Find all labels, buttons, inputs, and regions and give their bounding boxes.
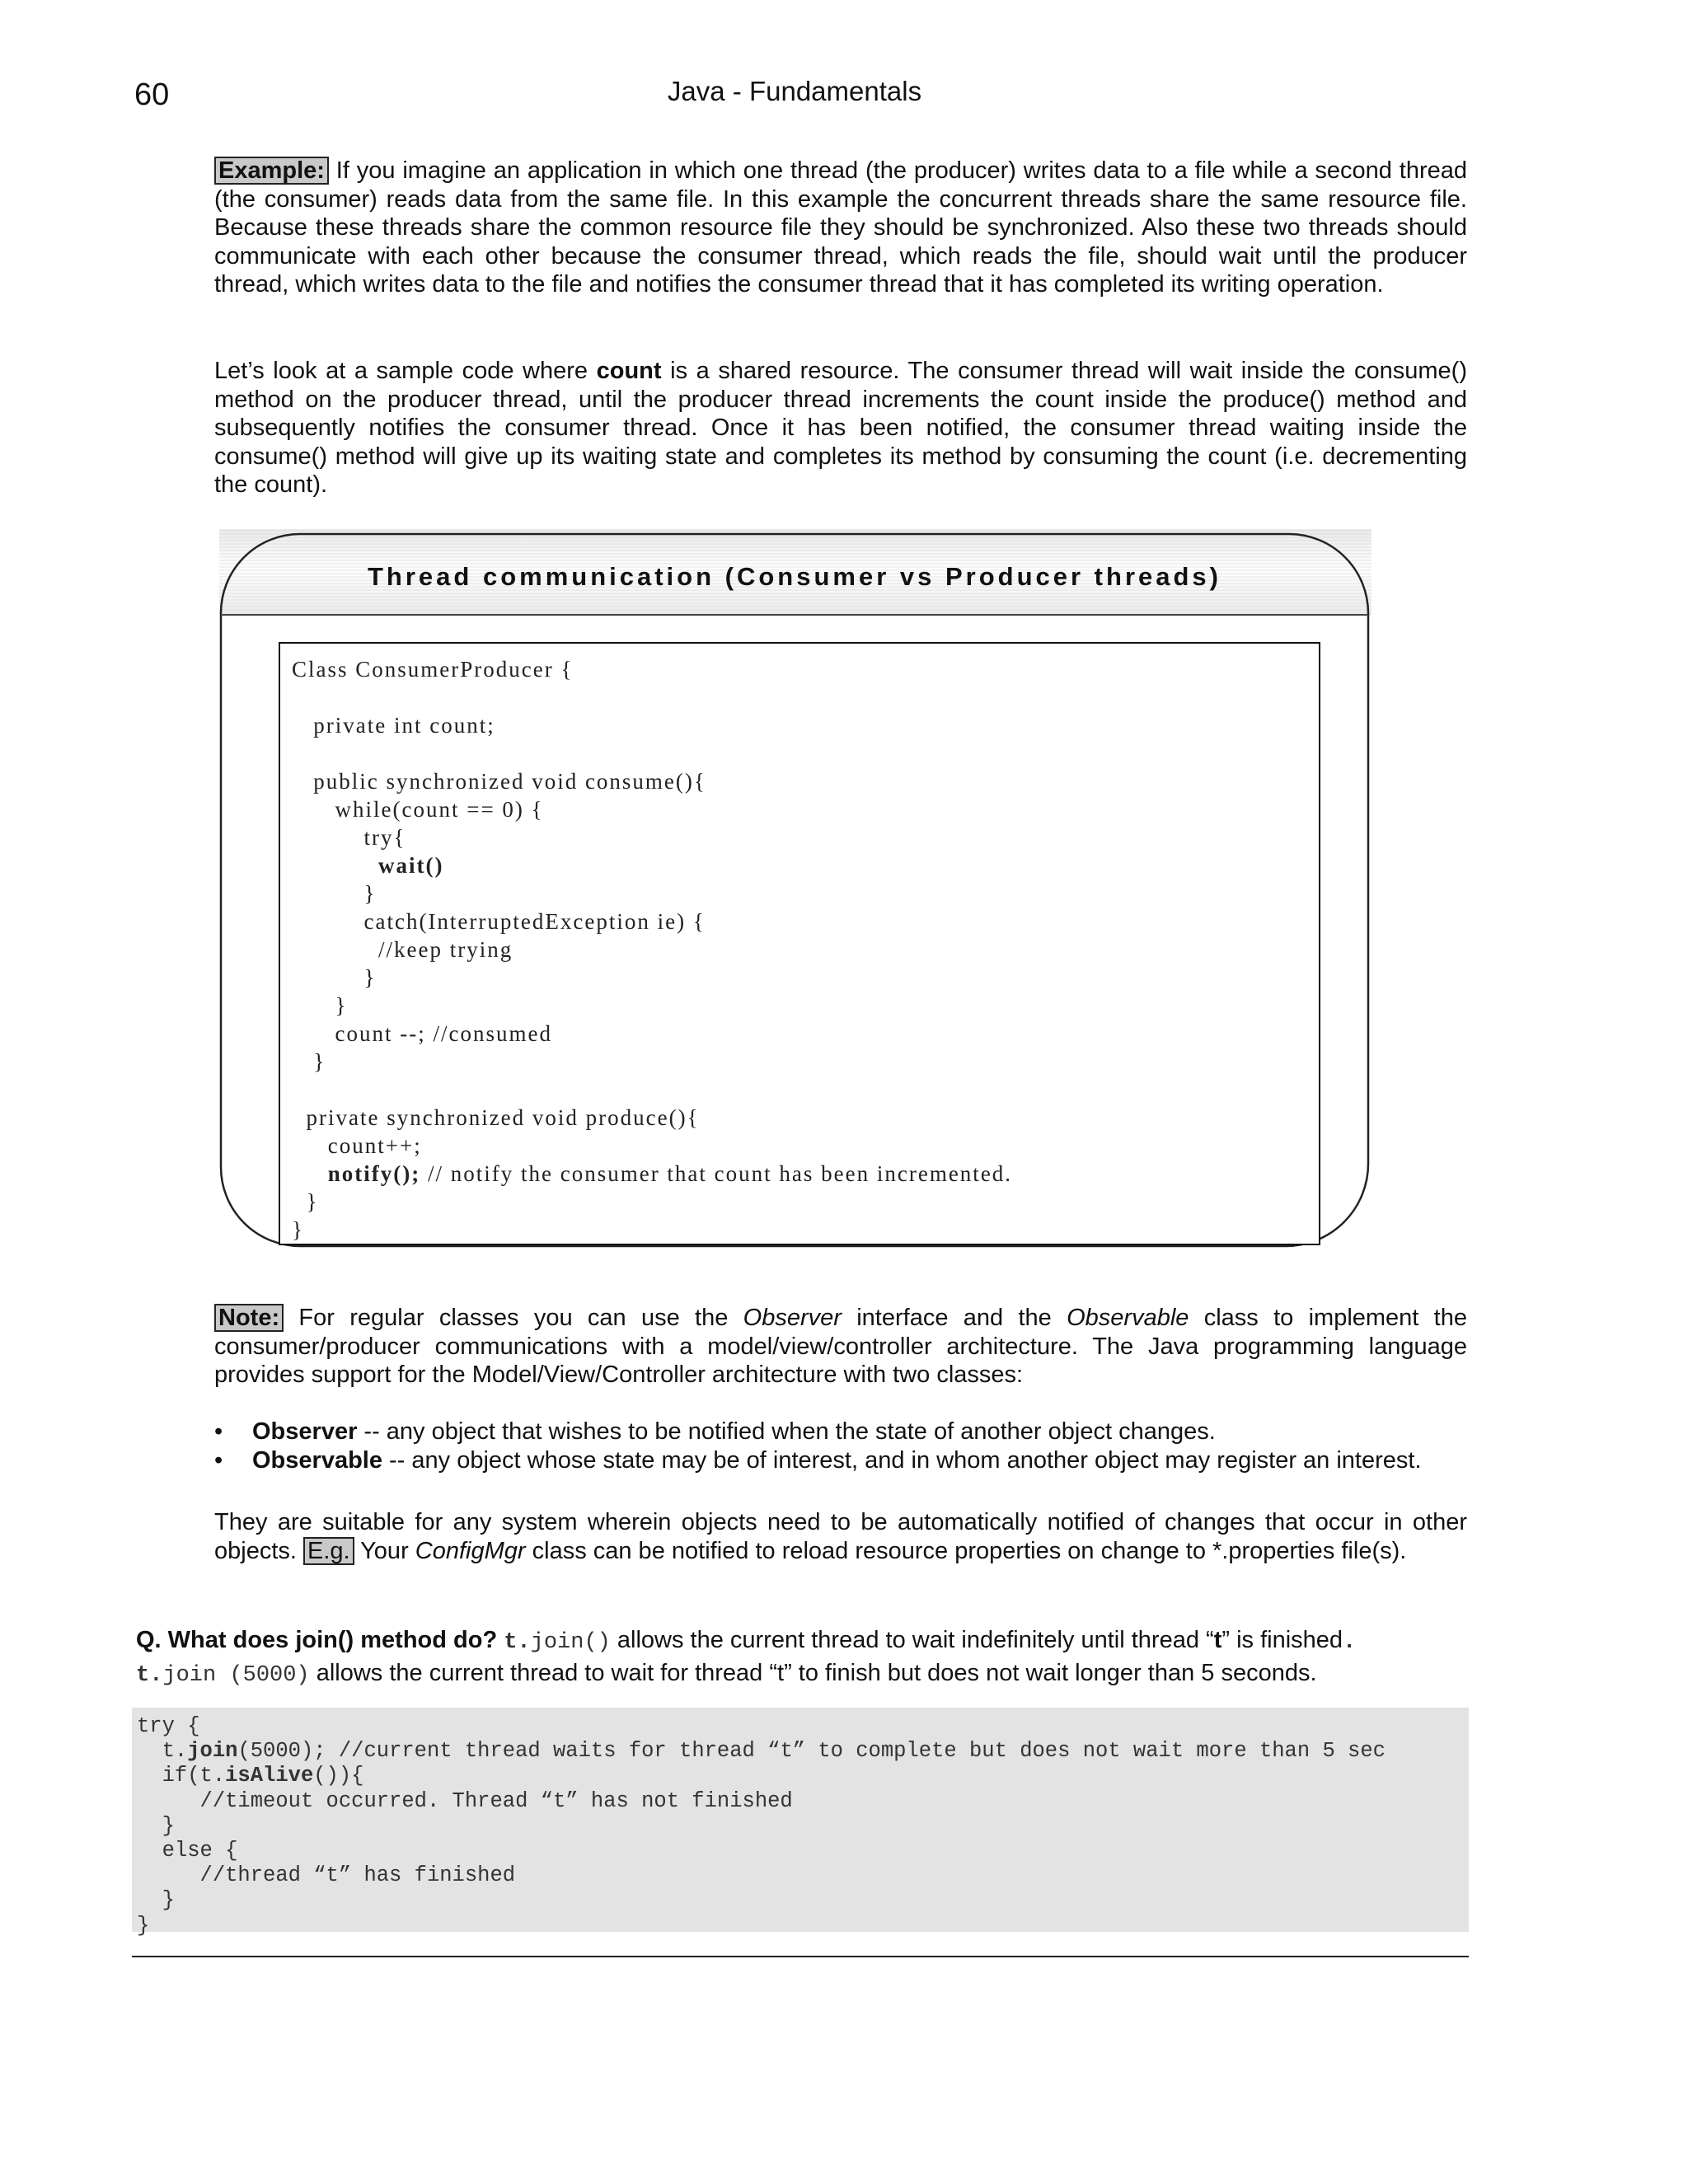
bullet-text: -- any object whose state may be of interest, and in whom another object may register an interest. bbox=[382, 1447, 1422, 1474]
note-label: Note: bbox=[214, 1304, 284, 1332]
list-item bbox=[214, 1446, 1500, 1475]
code-line: public synchronized void consume(){ bbox=[292, 769, 706, 794]
code-line: count --; //consumed bbox=[292, 1021, 552, 1046]
running-title: Java - Fundamentals bbox=[667, 76, 922, 106]
code-line: while(count == 0) { bbox=[292, 797, 544, 822]
observer-bullet-list bbox=[214, 1418, 1500, 1475]
code-line: private int count; bbox=[292, 713, 495, 738]
configmgr-italic: ConfigMgr bbox=[415, 1538, 526, 1564]
note-text: class to implement the consumer/producer communications with a model/view/controller architecture. The Java programming language provides support for the Model/View/Controller architecture with two classes: bbox=[214, 1305, 1467, 1389]
code-line: //timeout occurred. Thread “t” has not finished bbox=[137, 1788, 793, 1813]
inline-code: join() bbox=[530, 1630, 611, 1655]
code-line-notify: notify(); bbox=[327, 1161, 421, 1186]
note-text: For regular classes you can use the bbox=[284, 1305, 743, 1331]
code-line: } bbox=[137, 1888, 175, 1913]
code-line: if(t. bbox=[137, 1764, 226, 1788]
question-period: . bbox=[1343, 1630, 1357, 1655]
question-heading: Q. What does join() method do? bbox=[136, 1627, 498, 1653]
code-line: try { bbox=[137, 1714, 200, 1738]
bullet-term: Observable bbox=[252, 1447, 382, 1474]
code-line: catch(InterruptedException ie) { bbox=[292, 909, 706, 934]
code-line: try{ bbox=[292, 825, 406, 850]
question-bold-t: t bbox=[1213, 1627, 1222, 1653]
footer-rule bbox=[132, 1956, 1469, 1957]
suitable-text: Your bbox=[354, 1538, 415, 1564]
code-line-wait: wait() bbox=[378, 853, 444, 878]
bullet-text: -- any object that wishes to be notified when the state of another object changes. bbox=[357, 1418, 1216, 1445]
code-line: count++; bbox=[292, 1133, 422, 1158]
code-line: } bbox=[137, 1913, 150, 1938]
code-line: } bbox=[292, 881, 377, 906]
code-keyword-isalive: isAlive bbox=[225, 1764, 314, 1788]
inline-code: t. bbox=[504, 1630, 531, 1655]
code-line: } bbox=[292, 965, 377, 990]
code-line: Class ConsumerProducer { bbox=[292, 657, 574, 682]
suitable-text: They are suitable for any system wherein objects need to be automatically notified of changes that occur in other objects. bbox=[214, 1509, 1467, 1564]
code-line: } bbox=[292, 1217, 304, 1242]
question-text: allows the current thread to wait for thread “t” to finish but does not wait longer than 5 seconds. bbox=[309, 1660, 1317, 1686]
code-keyword-join: join bbox=[187, 1739, 238, 1764]
inline-code: t. bbox=[136, 1663, 163, 1688]
suitable-text: class can be notified to reload resource properties on change to *.properties file(s). bbox=[525, 1538, 1407, 1564]
consumer-producer-code bbox=[279, 642, 1320, 1245]
intro-bold-count: count bbox=[596, 358, 662, 384]
inline-code: join (5000) bbox=[162, 1663, 310, 1688]
question-text: ” is finished bbox=[1221, 1627, 1343, 1653]
note-paragraph bbox=[214, 1304, 1467, 1390]
note-text: interface and the bbox=[841, 1305, 1067, 1331]
intro-text-1: Let’s look at a sample code where bbox=[214, 358, 597, 384]
code-line: //keep trying bbox=[292, 937, 513, 962]
panel-title: Thread communication (Consumer vs Producer threads) bbox=[367, 562, 1221, 591]
code-line: } bbox=[137, 1813, 175, 1838]
note-italic-observer: Observer bbox=[743, 1305, 842, 1331]
example-paragraph bbox=[214, 157, 1467, 299]
code-line: } bbox=[292, 1049, 326, 1074]
join-question bbox=[136, 1625, 1465, 1691]
question-text: allows the current thread to wait indefinitely until thread “ bbox=[610, 1627, 1214, 1653]
bullet-term: Observer bbox=[252, 1418, 358, 1445]
join-code-block bbox=[132, 1708, 1469, 1938]
example-label: Example: bbox=[214, 157, 329, 185]
note-italic-observable: Observable bbox=[1067, 1305, 1189, 1331]
code-line: else { bbox=[137, 1839, 238, 1863]
code-line: // notify the consumer that count has been incremented. bbox=[420, 1161, 1013, 1186]
suitable-paragraph bbox=[214, 1508, 1467, 1566]
code-line: //thread “t” has finished bbox=[137, 1863, 516, 1888]
code-line: t. bbox=[137, 1739, 188, 1764]
example-text: If you imagine an application in which one thread (the producer) writes data to a file while a second thread (the consumer) reads data from the same file. In this example the concurrent threads share the same resource file. Because these threads share the common resource file they should be synchronized. Also these two threads should communicate with each other because the consumer thread, which reads the file, should wait until the producer thread, which writes data to the file and notifies the consumer thread that it has completed its writing operation. bbox=[214, 157, 1467, 298]
list-item bbox=[214, 1418, 1500, 1446]
intro-text-2: is a shared resource. The consumer thread will wait inside the consume() method on the producer thread, until the producer thread increments the count inside the produce() method and subsequently notifies the consumer thread. Once it has been notified, the consumer thread waiting inside the consume() method will give up its waiting state and completes its method by consuming the count (i.e. decrementing the count). bbox=[214, 358, 1467, 499]
eg-label: E.g. bbox=[303, 1537, 354, 1565]
code-line: } bbox=[292, 1189, 319, 1214]
code-line: } bbox=[292, 993, 348, 1018]
code-line: (5000); //current thread waits for thread “t” to complete but does not wait more than 5 sec bbox=[237, 1739, 1386, 1764]
page-number: 60 bbox=[134, 77, 170, 112]
intro-paragraph bbox=[214, 357, 1467, 499]
code-line: ()){ bbox=[313, 1764, 364, 1788]
code-line: private synchronized void produce(){ bbox=[292, 1105, 700, 1130]
